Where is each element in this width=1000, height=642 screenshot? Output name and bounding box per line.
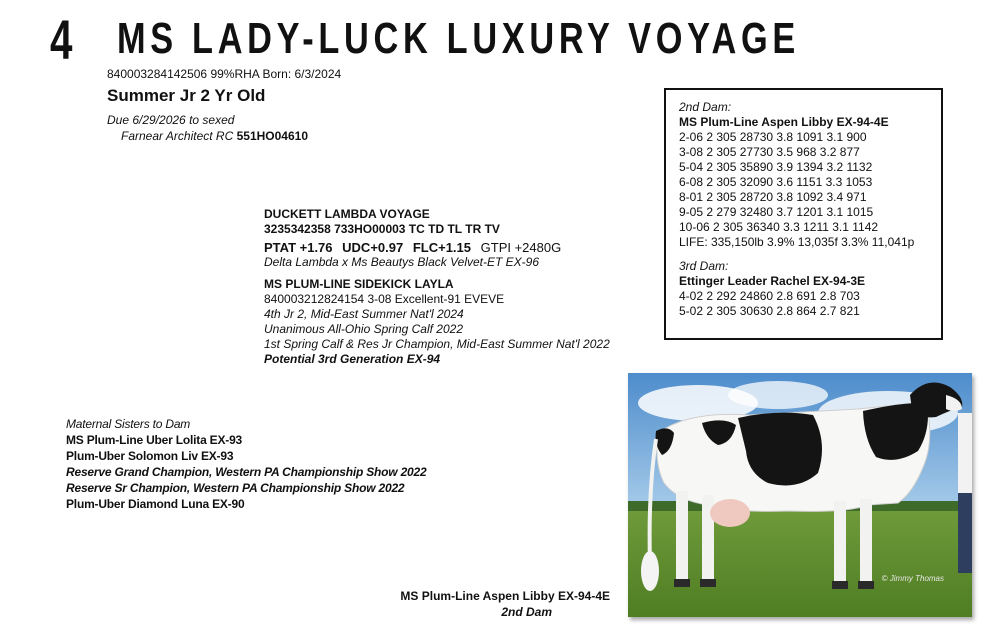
- sire-name: DUCKETT LAMBDA VOYAGE: [264, 207, 430, 221]
- due-line: Due 6/29/2026 to sexed: [107, 113, 235, 127]
- record-line: 4-02 2 292 24860 2.8 691 2.8 703: [679, 289, 860, 303]
- maternal-sister: MS Plum-Line Uber Lolita EX-93: [66, 433, 243, 447]
- sire-flc: FLC+1.15: [412, 240, 472, 255]
- sire-pedigree: Delta Lambda x Ms Beautys Black Velvet-ET EX-96: [264, 255, 540, 269]
- maternal-sister: Plum-Uber Solomon Liv EX-93: [66, 449, 234, 463]
- sire-proof: [264, 240, 654, 255]
- photo-caption: [360, 588, 610, 620]
- class-label: Summer Jr 2 Yr Old: [107, 86, 266, 105]
- cow-photo: [628, 373, 972, 617]
- record-line: 3-08 2 305 27730 3.5 968 3.2 877: [679, 145, 860, 159]
- record-line: 9-05 2 279 32480 3.7 1201 3.1 1015: [679, 205, 874, 219]
- third-dam-name: Ettinger Leader Rachel EX-94-3E: [679, 274, 866, 288]
- maternal-award: Reserve Grand Champion, Western PA Championship Show 2022: [66, 465, 427, 479]
- dam-potential: Potential 3rd Generation EX-94: [264, 352, 441, 366]
- service-sire-name: Farnear Architect RC: [121, 129, 234, 143]
- lifetime-record: LIFE: 335,150lb 3.9% 13,035f 3.3% 11,041p: [679, 235, 915, 249]
- sire-ids: 3235342358 733HO00003 TC TD TL TR TV: [264, 222, 500, 236]
- record-line: 5-04 2 305 35890 3.9 1394 3.2 1132: [679, 160, 873, 174]
- sire-ptat: PTAT +1.76: [264, 240, 333, 255]
- service-sire-line: [121, 129, 308, 143]
- photo-credit: © Jimmy Thomas: [881, 574, 944, 583]
- second-dam-records: [679, 130, 929, 250]
- registration-line: 840003284142506 99%RHA Born: 6/3/2024: [107, 67, 342, 81]
- record-line: 5-02 2 305 30630 2.8 864 2.7 821: [679, 304, 860, 318]
- animal-name: MS LADY-LUCK LUXURY VOYAGE: [117, 14, 800, 63]
- third-dam-header: 3rd Dam:: [679, 259, 729, 273]
- dam-award: Unanimous All-Ohio Spring Calf 2022: [264, 322, 463, 336]
- caption-label: 2nd Dam: [501, 605, 552, 619]
- maternal-heading: Maternal Sisters to Dam: [66, 417, 191, 431]
- record-line: 6-08 2 305 32090 3.6 1151 3.3 1053: [679, 175, 873, 189]
- record-line: 10-06 2 305 36340 3.3 1211 3.1 1142: [679, 220, 879, 234]
- maternal-sister: Plum-Uber Diamond Luna EX-90: [66, 497, 245, 511]
- maternal-sisters-block: [66, 416, 426, 512]
- dam-records-box: [664, 88, 943, 340]
- record-line: 8-01 2 305 28720 3.8 1092 3.4 971: [679, 190, 867, 204]
- maternal-award: Reserve Sr Champion, Western PA Championship Show 2022: [66, 481, 405, 495]
- lot-number: 4: [50, 8, 74, 71]
- record-line: 2-06 2 305 28730 3.8 1091 3.1 900: [679, 130, 867, 144]
- pedigree-block: [264, 207, 654, 367]
- dam-registration: 840003212824154 3-08 Excellent-91 EVEVE: [264, 292, 505, 306]
- dam-name: MS PLUM-LINE SIDEKICK LAYLA: [264, 277, 454, 291]
- sire-gtpi: GTPI +2480G: [480, 240, 562, 255]
- sire-udc: UDC+0.97: [342, 240, 404, 255]
- dam-award: 1st Spring Calf & Res Jr Champion, Mid-East Summer Nat'l 2022: [264, 337, 610, 351]
- caption-name: MS Plum-Line Aspen Libby EX-94-4E: [400, 589, 610, 603]
- second-dam-name: MS Plum-Line Aspen Libby EX-94-4E: [679, 115, 889, 129]
- dam-award: 4th Jr 2, Mid-East Summer Nat'l 2024: [264, 307, 464, 321]
- service-sire-code: 551HO04610: [236, 129, 308, 143]
- second-dam-header: 2nd Dam:: [679, 100, 732, 114]
